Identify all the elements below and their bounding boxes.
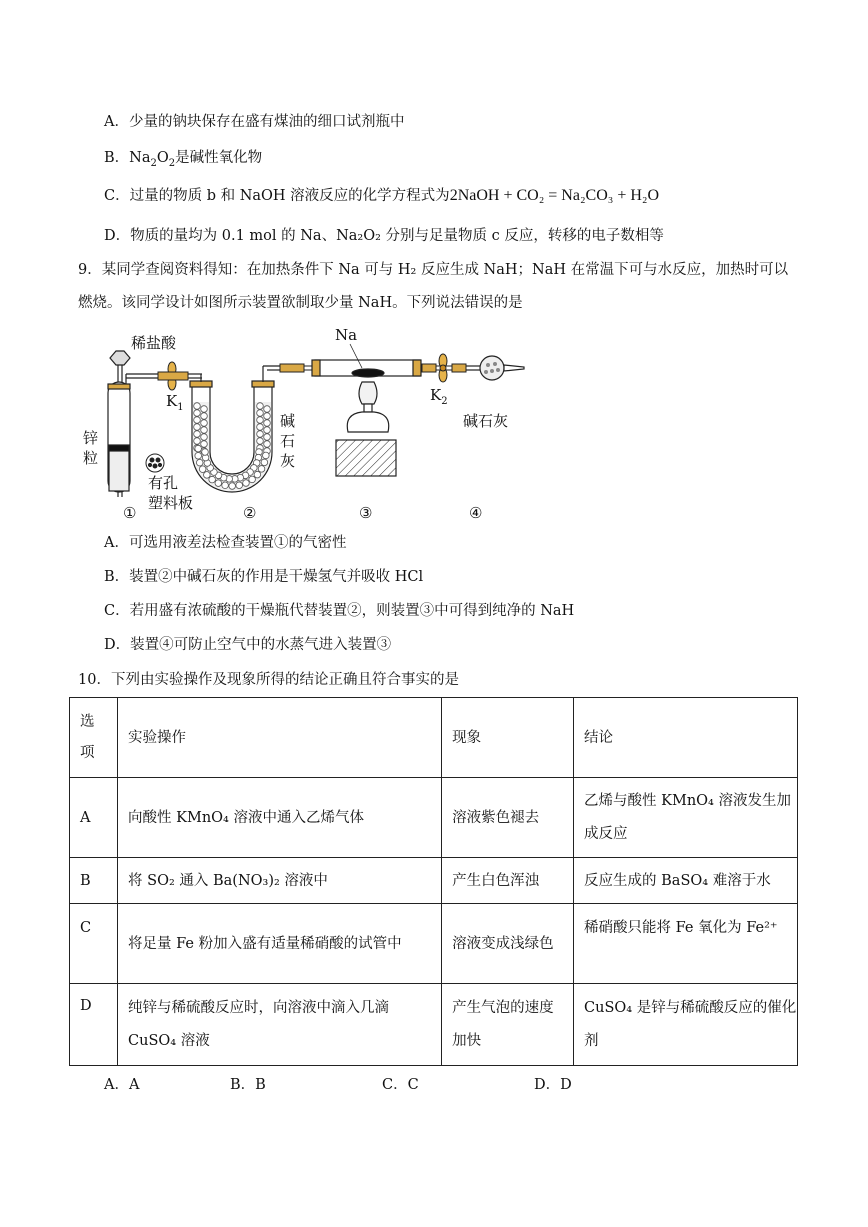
label-apparatus-2: ②	[243, 504, 257, 522]
row-a-conclusion-2: 成反应	[584, 825, 628, 842]
table-row	[70, 904, 798, 984]
soda-lime-bead	[199, 466, 206, 473]
soda-lime-bead	[264, 441, 271, 448]
header-option-1: 选	[80, 713, 95, 730]
label-soda-lime-right: 碱石灰	[463, 412, 509, 430]
row-a-conclusion	[574, 778, 798, 858]
apparatus-3-reaction-tube	[312, 344, 421, 377]
q10-answer-a: A．A	[104, 1077, 140, 1093]
soda-lime-bead	[194, 403, 201, 410]
label-apparatus-3: ③	[359, 504, 373, 522]
soda-lime-bead	[209, 476, 216, 483]
q8-b-sub1: 2	[150, 157, 157, 169]
row-d-operation-1: 纯锌与稀硫酸反应时，向溶液中滴入几滴	[128, 999, 390, 1016]
row-d-conclusion-1: CuSO₄ 是锌与稀硫酸反应的催化	[584, 999, 797, 1016]
label-plate-1: 有孔	[148, 474, 179, 492]
soda-lime-bead	[257, 431, 264, 438]
soda-lime-bead	[194, 417, 201, 424]
row-a-conclusion-1: 乙烯与酸性 KMnO₄ 溶液发生加	[584, 792, 791, 809]
q9-option-b: B．装置②中碱石灰的作用是干燥氢气并吸收 HCl	[104, 569, 424, 585]
q8-b-suffix: 是碱性氧化物	[175, 150, 263, 166]
label-plate-2: 塑料板	[148, 494, 194, 512]
soda-lime-bead	[229, 483, 236, 490]
soda-lime-bead	[201, 427, 208, 434]
soda-lime-bead	[196, 459, 203, 466]
q8-option-d: D．物质的量均为 0.1 mol 的 Na、Na₂O₂ 分别与足量物质 c 反应，转移的电子数相等	[104, 228, 664, 244]
table-row	[70, 778, 798, 858]
row-d-conclusion	[574, 984, 798, 1066]
q9-stem-line2: 燃烧。该同学设计如图所示装置欲制取少量 NaH。下列说法错误的是	[78, 295, 523, 311]
row-a-phenomenon: 溶液紫色褪去	[442, 778, 574, 858]
row-c-phenomenon: 溶液变成浅绿色	[442, 904, 574, 984]
apparatus-4-drying-tube	[466, 356, 524, 380]
soda-lime-bead	[261, 459, 268, 466]
row-b-phenomenon: 产生白色浑浊	[442, 858, 574, 904]
soda-lime-bead	[264, 406, 271, 413]
row-c-operation: 将足量 Fe 粉加入盛有适量稀硝酸的试管中	[118, 904, 442, 984]
soda-lime-bead	[194, 410, 201, 417]
soda-lime-bead	[204, 472, 211, 479]
soda-lime-bead	[257, 403, 264, 410]
connector-2-3	[280, 364, 315, 372]
q10-answer-d: D．D	[534, 1077, 572, 1093]
label-apparatus-4: ④	[469, 504, 483, 522]
soda-lime-bead	[195, 445, 202, 452]
row-d-conclusion-2: 剂	[584, 1032, 599, 1049]
soda-lime-bead	[201, 434, 208, 441]
soda-lime-bead	[257, 417, 264, 424]
soda-lime-bead	[257, 424, 264, 431]
q10-answer-c: C．C	[382, 1077, 419, 1093]
q10-table	[69, 697, 798, 1066]
label-k2: $K_2$	[430, 386, 448, 407]
soda-lime-bead	[263, 452, 270, 459]
row-c-option: C	[70, 904, 118, 984]
q8-c-equation: 2NaOH + CO₂ = Na₂CO₃ + H₂O	[449, 187, 660, 204]
soda-lime-bead	[201, 406, 208, 413]
soda-lime-bead	[249, 476, 256, 483]
row-d-phenomenon	[442, 984, 574, 1066]
soda-lime-bead	[201, 441, 208, 448]
q8-c-prefix: C．过量的物质 b 和 NaOH 溶液反应的化学方程式为	[104, 188, 450, 204]
soda-lime-bead	[215, 480, 222, 487]
label-zinc-2: 粒	[83, 449, 99, 467]
row-d-operation-2: CuSO₄ 溶液	[128, 1032, 210, 1049]
header-option-2: 项	[80, 744, 95, 761]
row-a-operation: 向酸性 KMnO₄ 溶液中通入乙烯气体	[118, 778, 442, 858]
perforated-plate-inset	[146, 454, 164, 472]
label-soda-lime-3: 灰	[280, 452, 296, 470]
row-d-phenomenon-2: 加快	[452, 1032, 482, 1049]
q8-b-prefix: B．Na	[104, 150, 151, 166]
row-d-option: D	[70, 984, 118, 1066]
soda-lime-bead	[243, 480, 250, 487]
soda-lime-bead	[194, 438, 201, 445]
table-header-row	[70, 698, 798, 778]
row-b-operation: 将 SO₂ 通入 Ba(NO₃)₂ 溶液中	[118, 858, 442, 904]
soda-lime-bead	[195, 452, 202, 459]
q8-b-sub2: 2	[168, 157, 176, 169]
alcohol-burner	[336, 382, 396, 476]
q8-option-a: A．少量的钠块保存在盛有煤油的细口试剂瓶中	[104, 114, 405, 130]
soda-lime-bead	[257, 438, 264, 445]
soda-lime-bead	[201, 413, 208, 420]
soda-lime-bead	[264, 413, 271, 420]
k1-clamp	[158, 362, 188, 390]
label-apparatus-1: ①	[123, 504, 137, 522]
soda-lime-bead	[222, 482, 229, 489]
row-d-phenomenon-1: 产生气泡的速度	[452, 999, 554, 1016]
q9-option-c: C．若用盛有浓硫酸的干燥瓶代替装置②，则装置③中可得到纯净的 NaH	[104, 603, 575, 619]
header-phenomenon: 现象	[442, 698, 574, 778]
header-option	[70, 698, 118, 778]
header-operation: 实验操作	[118, 698, 442, 778]
q9-stem-line1: 9．某同学查阅资料得知：在加热条件下 Na 可与 H₂ 反应生成 NaH；NaH 在常温下可与水反应，加热时可以	[78, 262, 789, 278]
soda-lime-bead	[264, 427, 271, 434]
q8-b-mid: O	[156, 150, 169, 166]
row-d-operation	[118, 984, 442, 1066]
soda-lime-bead	[264, 420, 271, 427]
q9-option-d: D．装置④可防止空气中的水蒸气进入装置③	[104, 637, 392, 653]
q10-stem: 10．下列由实验操作及现象所得的结论正确且符合事实的是	[78, 672, 459, 688]
label-soda-lime-1: 碱	[280, 412, 296, 430]
label-k1: $K_1$	[166, 392, 184, 413]
row-a-option: A	[70, 778, 118, 858]
soda-lime-bead	[258, 466, 265, 473]
soda-lime-bead	[254, 471, 261, 478]
table-row	[70, 984, 798, 1066]
apparatus-diagram	[83, 322, 540, 527]
row-b-conclusion: 反应生成的 BaSO₄ 难溶于水	[574, 858, 798, 904]
label-zinc-1: 锌	[83, 429, 99, 447]
label-na: Na	[335, 326, 358, 344]
label-dilute-hcl: 稀盐酸	[131, 334, 177, 352]
label-soda-lime-2: 石	[280, 432, 296, 450]
q9-option-a: A．可选用液差法检查装置①的气密性	[104, 535, 347, 551]
soda-lime-bead	[236, 482, 243, 489]
table-row	[70, 858, 798, 904]
soda-lime-bead	[194, 424, 201, 431]
row-c-conclusion: 稀硝酸只能将 Fe 氧化为 Fe²⁺	[574, 904, 798, 984]
q10-answer-b: B．B	[230, 1077, 266, 1093]
soda-lime-bead	[257, 410, 264, 417]
q8-option-b	[104, 148, 262, 174]
row-b-option: B	[70, 858, 118, 904]
soda-lime-bead	[264, 434, 271, 441]
header-conclusion: 结论	[574, 698, 798, 778]
soda-lime-bead	[202, 449, 209, 456]
q8-option-c	[104, 186, 659, 206]
soda-lime-bead	[201, 420, 208, 427]
soda-lime-bead	[194, 431, 201, 438]
k2-clamp	[421, 354, 466, 382]
